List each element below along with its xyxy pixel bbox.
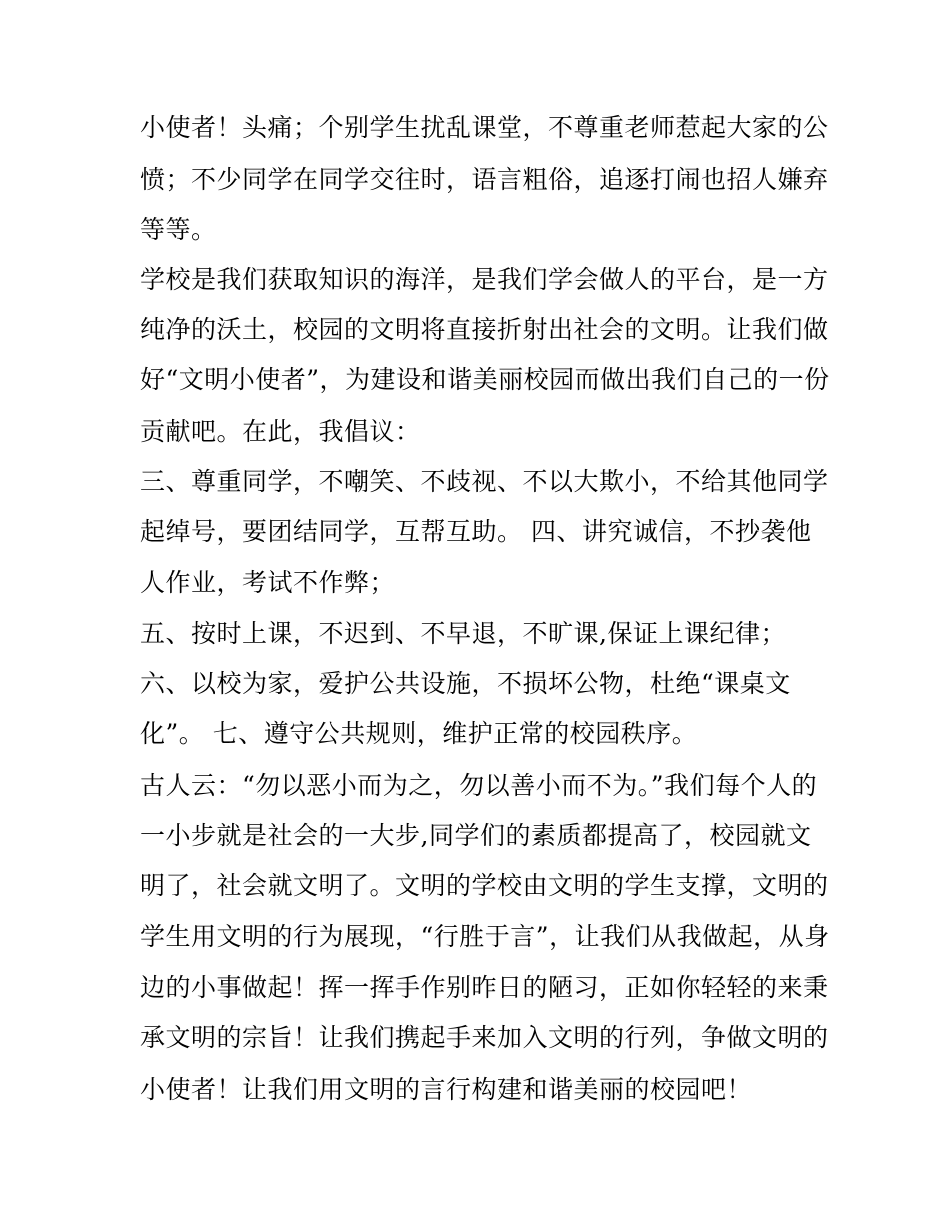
text-line: 贡献吧。在此，我倡议： (140, 417, 421, 446)
text-line: 三、尊重同学，不嘲笑、不歧视、不以大欺小，不给其他同学 (140, 467, 829, 496)
text-line: 一小步就是社会的一大步,同学们的素质都提高了，校园就文 (140, 821, 812, 850)
text-line: 古人云：“勿以恶小而为之，勿以善小而不为。”我们每个人的 (140, 771, 818, 800)
text-line: 愤；不少同学在同学交往时，语言粗俗，追逐打闹也招人嫌弃 (140, 165, 829, 194)
text-line: 好“文明小使者”，为建设和谐美丽校园而做出我们自己的一份 (140, 365, 830, 394)
text-line: 学校是我们获取知识的海洋，是我们学会做人的平台，是一方 (140, 265, 829, 294)
text-line: 五、按时上课，不迟到、不早退，不旷课,保证上课纪律； (140, 619, 786, 648)
text-line: 小使者！让我们用文明的言行构建和谐美丽的校园吧！ (140, 1075, 753, 1104)
text-line: 起绰号，要团结同学，互帮互助。 四、讲究诚信，不抄袭他 (140, 517, 812, 546)
text-line: 边的小事做起！挥一挥手作别昨日的陋习，正如你轻轻的来秉 (140, 973, 829, 1002)
text-line: 化”。 七、遵守公共规则，维护正常的校园秩序。 (140, 719, 698, 748)
text-line: 六、以校为家，爱护公共设施，不损坏公物，杜绝“课桌文 (140, 669, 791, 698)
text-line: 纯净的沃土，校园的文明将直接折射出社会的文明。让我们做 (140, 315, 829, 344)
text-line: 承文明的宗旨！让我们携起手来加入文明的行列，争做文明的 (140, 1023, 829, 1052)
text-line: 人作业，考试不作弊； (140, 568, 396, 597)
text-line: 小使者！头痛；个别学生扰乱课堂，不尊重老师惹起大家的公 (140, 113, 829, 142)
text-line: 明了，社会就文明了。文明的学校由文明的学生支撑，文明的 (140, 871, 829, 900)
text-line: 学生用文明的行为展现，“行胜于言”，让我们从我做起，从身 (140, 922, 830, 951)
text-line: 等等。 (140, 215, 217, 244)
